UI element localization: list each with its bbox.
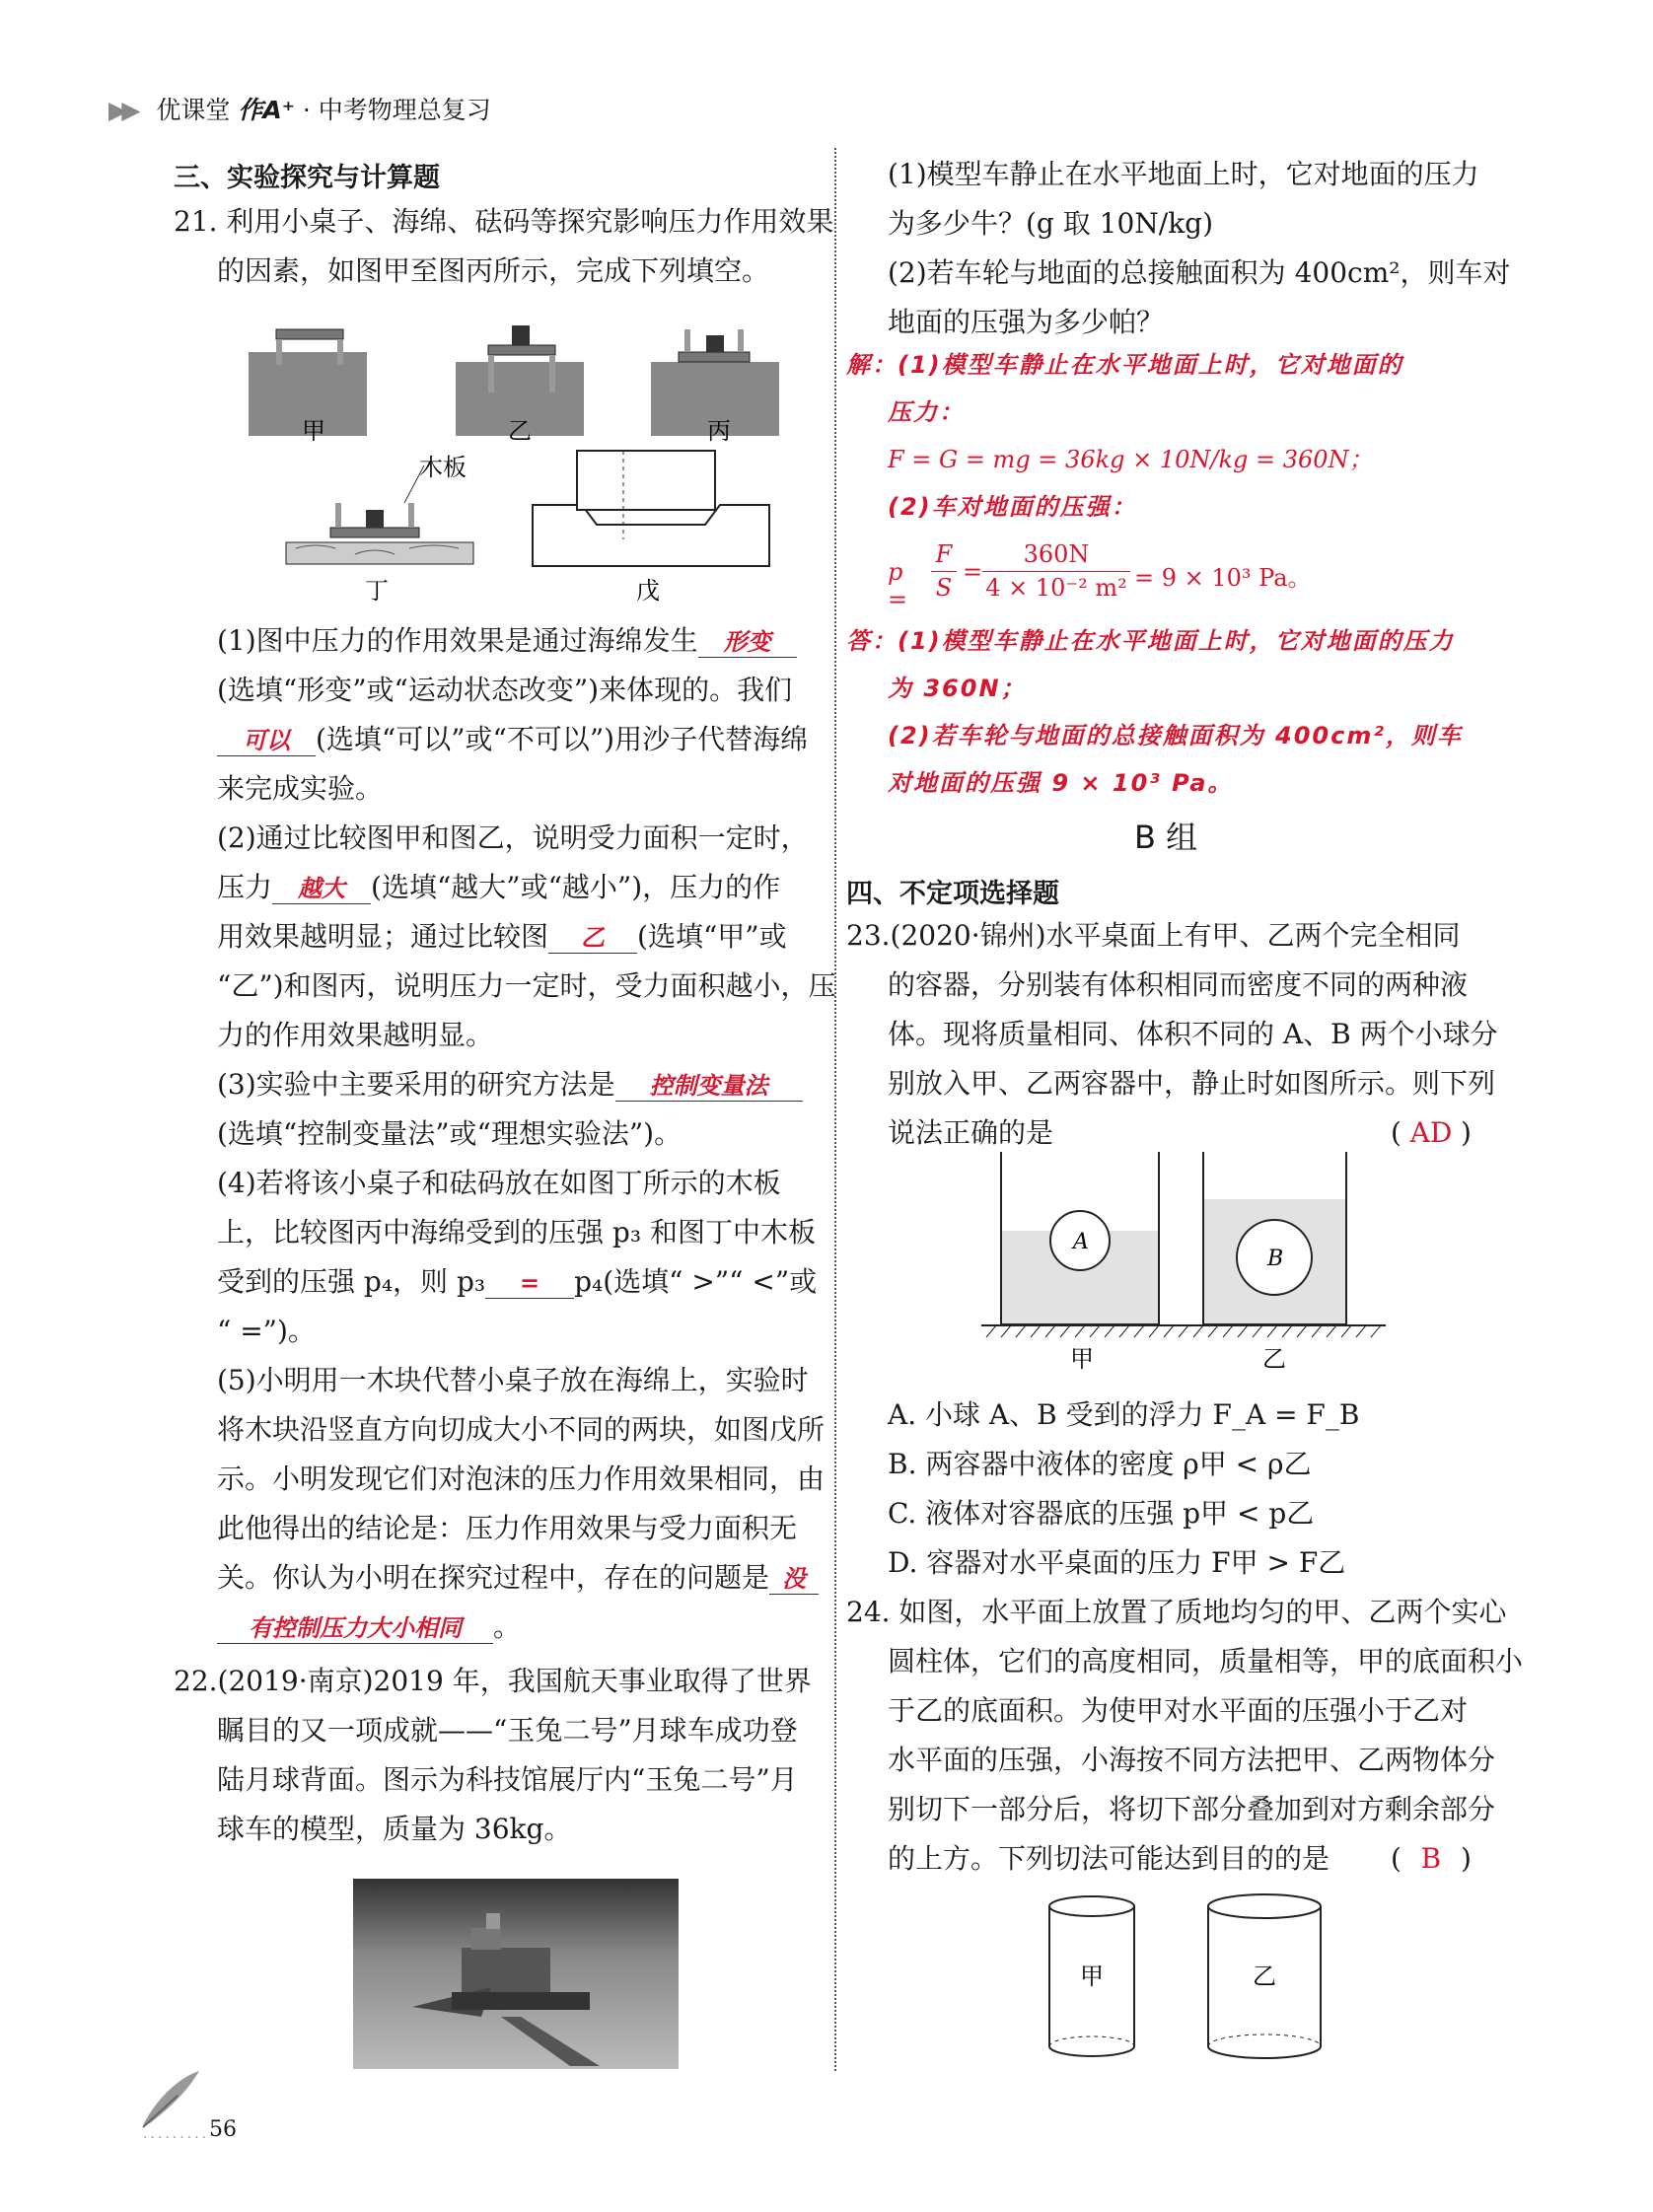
q22-solution-formula1: F = G = mg = 36kg × 10N/kg = 360N； [888,446,1373,473]
q23-option-a: A. 小球 A、B 受到的浮力 F_A = F_B [888,1398,1360,1431]
q22-part2-line2: 地面的压强为多少帕？ [888,306,1165,338]
q21-p5-line4: 此他得出的结论是：压力作用效果与受力面积无 [217,1512,798,1544]
ball-a-label: A [1073,1230,1089,1254]
q23-option-d: D. 容器对水平桌面的压力 F甲 > F乙 [888,1546,1346,1579]
q24-stem-6: 的上方。下列切法可能达到目的的是 [888,1842,1330,1875]
q21-p5-line1: (5)小明用一木块代替小桌子放在海绵上，实验时 [217,1364,809,1396]
q21-p2-line1: (2)通过比较图甲和图乙，说明受力面积一定时， [217,821,809,854]
q21-p4-line2: 上，比较图丙中海绵受到的压强 p₃ 和图丁中木板 [217,1216,816,1249]
q23-stem-4: 别放入甲、乙两容器中，静止时如图所示。则下列 [888,1067,1496,1100]
feather-icon [138,2066,207,2135]
q24-stem-4: 水平面的压强，小海按不同方法把甲、乙两物体分 [888,1744,1496,1776]
fig-label-wu: 戊 [636,577,660,604]
q21-p4-line1: (4)若将该小桌子和砝码放在如图丁所示的木板 [217,1167,781,1199]
q21-p5-line6: 有控制压力大小相同 。 [217,1603,521,1652]
section-3-title: 三、实验探究与计算题 [174,163,440,193]
ball-b-label: B [1267,1247,1284,1271]
q21-p1-line2: (选填“形变”或“运动状态改变”)来体现的。我们 [217,674,793,706]
q21-p5-line2: 将木块沿竖直方向切成大小不同的两块，如图戊所 [217,1413,826,1446]
fig-label-bing: 丙 [707,417,731,445]
q23-stem-3: 体。现将质量相同、体积不同的 A、B 两个小球分 [888,1018,1498,1050]
q24-answer: B [1420,1842,1442,1875]
header-brand: 优课堂 [156,96,231,124]
footer-dots: ········· [143,2130,210,2146]
answer-blank-1: 形变 [698,627,797,658]
q21-figure [237,308,799,604]
q24-answer-paren: ( B ) [1391,1834,1472,1884]
q22-stem-3: 陆月球背面。图示为科技馆展厅内“玉兔二号”月 [217,1763,798,1796]
rover-photo [353,1879,679,2069]
q22-part1-line1: (1)模型车静止在水平地面上时，它对地面的压力 [888,158,1479,190]
q21-p3-line1: (3)实验中主要采用的研究方法是 控制变量法 [217,1060,803,1109]
q24-stem-3: 于乙的底面积。为使甲对水平面的压强小于乙对 [888,1694,1469,1727]
q22-answer-line1: 答：(1)模型车静止在水平地面上时，它对地面的压力 [846,627,1455,655]
q24-stem-1: 24. 如图，水平面上放置了质地均匀的甲、乙两个实心 [846,1596,1507,1628]
answer-blank-7a: 没 [769,1564,819,1595]
cylinder-label-jia: 甲 [1080,1962,1104,1990]
q21-stem-1: 21. 利用小桌子、海绵、砝码等探究影响压力作用效果 [174,205,834,238]
container-label-jia: 甲 [1070,1345,1094,1373]
fig-label-yi: 乙 [508,417,532,445]
q22-part1-line2: 为多少牛？(g 取 10N/kg) [888,207,1214,240]
fig-label-ding: 丁 [365,577,389,604]
q21-p3-line2: (选填“控制变量法”或“理想实验法”)。 [217,1117,683,1150]
fig-label-wood: 木板 [419,454,467,481]
group-b-title: B 组 [1134,819,1198,856]
q22-answer-line2: 为 360N； [888,675,1027,702]
page-header [108,91,491,126]
q22-stem-2: 瞩目的又一项成就——“玉兔二号”月球车成功登 [217,1714,798,1747]
q21-p4-line4: “ =”)。 [217,1315,316,1347]
q21-p1-line1: (1)图中压力的作用效果是通过海绵发生 形变 [217,616,797,666]
answer-blank-2: 可以 [217,726,316,756]
answer-blank-6: = [485,1268,574,1299]
q23-option-c: C. 液体对容器底的压强 p甲 < p乙 [888,1497,1315,1530]
q24-stem-5: 别切下一部分后，将切下部分叠加到对方剩余部分 [888,1793,1496,1825]
column-divider [834,148,836,2071]
answer-blank-4: 乙 [548,923,637,954]
q23-figure [981,1152,1396,1379]
q21-stem-2: 的因素，如图甲至图丙所示，完成下列填空。 [217,254,770,287]
q23-option-b: B. 两容器中液体的密度 ρ甲 < ρ乙 [888,1448,1312,1480]
q22-stem-1: 22.(2019·南京)2019 年，我国航天事业取得了世界 [174,1665,812,1697]
q21-p2-line5: 力的作用效果越明显。 [217,1019,494,1051]
q23-answer-paren: ( AD ) [1391,1108,1472,1158]
header-arrows-icon: ▶▶ [108,96,135,124]
q23-stem-1: 23.(2020·锦州)水平桌面上有甲、乙两个完全相同 [846,919,1461,952]
header-brand-mark: 作A⁺ [238,96,295,124]
q22-stem-4: 球车的模型，质量为 36kg。 [217,1813,572,1845]
answer-blank-7b: 有控制压力大小相同 [217,1613,493,1644]
page-number: 56 [209,2117,237,2142]
q23-stem-2: 的容器，分别装有体积相同而密度不同的两种液 [888,968,1469,1001]
q21-p2-line2: 压力 越大 (选填“越大”或“越小”)，压力的作 [217,871,781,903]
header-subtitle: · 中考物理总复习 [302,96,491,124]
q21-p2-line4: “乙”)和图丙，说明压力一定时，受力面积越小，压 [217,969,836,1002]
q21-p5-line5: 关。你认为小明在探究过程中，存在的问题是 没 [217,1553,819,1603]
container-label-yi: 乙 [1262,1345,1286,1373]
q24-figure [1041,1889,1336,2066]
q22-part2-line1: (2)若车轮与地面的总接触面积为 400cm²，则车对 [888,256,1511,289]
q23-answer: AD [1409,1116,1453,1149]
q24-stem-2: 圆柱体，它们的高度相同，质量相等，甲的底面积小 [888,1645,1524,1677]
fig-label-jia: 甲 [302,417,325,445]
q22-solution-line1: 解：(1)模型车静止在水平地面上时，它对地面的 [846,351,1403,379]
q21-p5-line3: 示。小明发现它们对泡沫的压力作用效果相同，由 [217,1463,826,1495]
q22-answer-line4: 对地面的压强 9 × 10³ Pa。 [888,769,1234,797]
q21-p2-line3: 用效果越明显；通过比较图 乙 (选填“甲”或 [217,920,787,953]
q21-p1-line3: 可以 (选填“可以”或“不可以”)用沙子代替海绵 [217,715,808,764]
answer-blank-3: 越大 [272,874,371,904]
q21-p1-line4: 来完成实验。 [217,772,384,805]
q21-p4-line3: 受到的压强 p₄，则 p₃ = p₄(选填“ >”“ <”或 [217,1265,818,1298]
answer-blank-5: 控制变量法 [615,1071,803,1102]
q22-answer-line3: (2)若车轮与地面的总接触面积为 400cm²，则车 [888,722,1463,749]
section-4-title: 四、不定项选择题 [846,879,1059,909]
cylinder-label-yi: 乙 [1253,1962,1276,1990]
q22-solution-line4: (2)车对地面的压强： [888,493,1137,521]
q22-solution-line2: 压力： [888,398,965,426]
q23-stem-5: 说法正确的是 [888,1116,1054,1149]
